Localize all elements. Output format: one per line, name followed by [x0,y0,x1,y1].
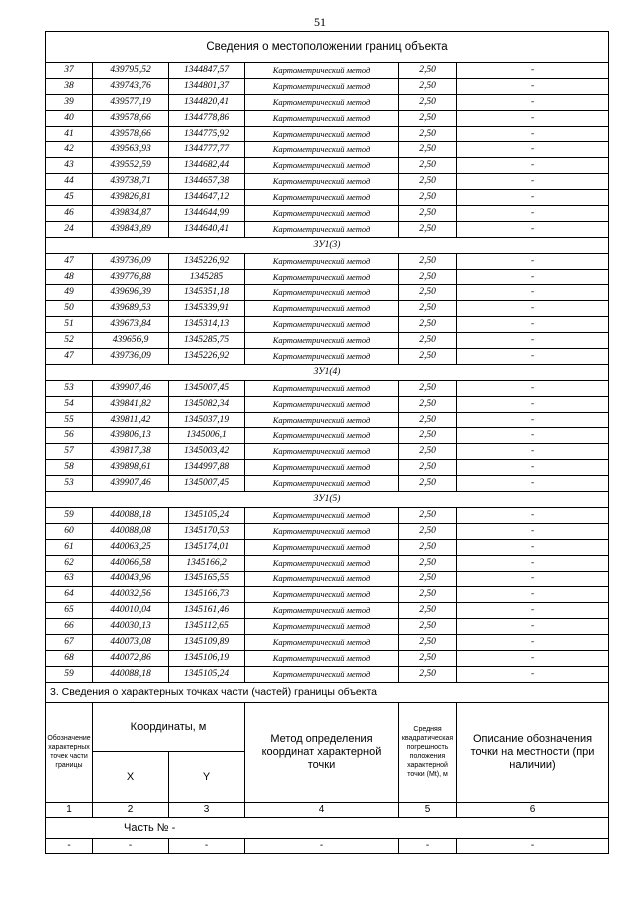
coord-y: 1344777,77 [169,142,245,158]
precision-cell: 2,50 [399,349,457,365]
coord-y: 1344801,37 [169,78,245,94]
description-cell: - [457,666,609,682]
point-number: 48 [46,269,93,285]
point-number: 24 [46,221,93,237]
table-row [46,349,609,365]
col-num: 6 [457,802,609,817]
precision-cell: 2,50 [399,380,457,396]
coord-x: 440032,56 [93,587,169,603]
coord-x: 439898,61 [93,460,169,476]
method-cell: Картометрический метод [245,110,399,126]
description-cell: - [457,555,609,571]
precision-cell: 2,50 [399,269,457,285]
coord-y: 1345166,2 [169,555,245,571]
method-cell: Картометрический метод [245,603,399,619]
coord-x: 439817,38 [93,444,169,460]
table-row [46,78,609,94]
description-cell: - [457,571,609,587]
coord-y: 1345106,19 [169,650,245,666]
point-number: 64 [46,587,93,603]
precision-cell: 2,50 [399,666,457,682]
coord-y: 1345314,13 [169,317,245,333]
coord-x: 439577,19 [93,94,169,110]
description-cell: - [457,587,609,603]
coord-y: 1344997,88 [169,460,245,476]
method-cell: Картометрический метод [245,174,399,190]
coord-x: 439806,13 [93,428,169,444]
coord-y: 1345226,92 [169,349,245,365]
coord-y: 1345105,24 [169,507,245,523]
coord-y: 1345170,53 [169,523,245,539]
description-cell: - [457,507,609,523]
coord-x: 439552,59 [93,158,169,174]
empty-cell: - [245,838,399,853]
coord-x: 440072,86 [93,650,169,666]
coord-x: 440043,96 [93,571,169,587]
description-cell: - [457,142,609,158]
table-row [46,396,609,412]
description-cell: - [457,78,609,94]
method-cell: Картометрический метод [245,460,399,476]
point-number: 52 [46,333,93,349]
description-cell: - [457,523,609,539]
point-number: 46 [46,206,93,222]
empty-cell: - [46,838,93,853]
description-cell: - [457,301,609,317]
description-cell: - [457,158,609,174]
description-cell: - [457,174,609,190]
description-cell: - [457,126,609,142]
coord-x: 439834,87 [93,206,169,222]
table-row [46,666,609,682]
precision-cell: 2,50 [399,110,457,126]
method-cell: Картометрический метод [245,666,399,682]
method-cell: Картометрический метод [245,619,399,635]
description-cell: - [457,650,609,666]
boundary-table [45,31,609,683]
table-row [46,190,609,206]
point-number: 67 [46,635,93,651]
subsection-label: ЗУ1(3) [46,237,609,253]
table-row [46,206,609,222]
coord-y: 1344644,99 [169,206,245,222]
method-cell: Картометрический метод [245,444,399,460]
coord-x: 439689,53 [93,301,169,317]
col-num: 3 [169,802,245,817]
coord-x: 439907,46 [93,380,169,396]
coord-x: 439841,82 [93,396,169,412]
coord-y: 1345166,73 [169,587,245,603]
precision-cell: 2,50 [399,523,457,539]
coord-y: 1345285,75 [169,333,245,349]
table-row [46,158,609,174]
precision-cell: 2,50 [399,460,457,476]
coord-y: 1345174,01 [169,539,245,555]
method-cell: Картометрический метод [245,412,399,428]
precision-cell: 2,50 [399,126,457,142]
table-row [46,635,609,651]
point-number: 44 [46,174,93,190]
description-cell: - [457,269,609,285]
empty-cell: - [169,838,245,853]
table-row [46,63,609,79]
precision-cell: 2,50 [399,190,457,206]
point-number: 63 [46,571,93,587]
point-number: 49 [46,285,93,301]
method-cell: Картометрический метод [245,333,399,349]
precision-cell: 2,50 [399,221,457,237]
description-cell: - [457,412,609,428]
col-method-header: Метод определения координат характерной точки [245,702,399,802]
coord-x: 439578,66 [93,126,169,142]
precision-cell: 2,50 [399,428,457,444]
coord-x: 439673,84 [93,317,169,333]
table-row [46,507,609,523]
table-row [46,650,609,666]
precision-cell: 2,50 [399,619,457,635]
precision-cell: 2,50 [399,555,457,571]
table-row [46,221,609,237]
table-row [46,539,609,555]
method-cell: Картометрический метод [245,635,399,651]
point-number: 59 [46,666,93,682]
precision-cell: 2,50 [399,78,457,94]
table-row [46,317,609,333]
precision-cell: 2,50 [399,539,457,555]
precision-cell: 2,50 [399,158,457,174]
col-coords-header: Координаты, м [93,702,245,751]
precision-cell: 2,50 [399,63,457,79]
description-cell: - [457,428,609,444]
method-cell: Картометрический метод [245,78,399,94]
point-number: 39 [46,94,93,110]
description-cell: - [457,63,609,79]
point-number: 53 [46,476,93,492]
description-cell: - [457,476,609,492]
coord-y: 1345112,65 [169,619,245,635]
coord-y: 1344640,41 [169,221,245,237]
precision-cell: 2,50 [399,571,457,587]
table-row [46,142,609,158]
description-cell: - [457,603,609,619]
description-cell: - [457,206,609,222]
precision-cell: 2,50 [399,603,457,619]
method-cell: Картометрический метод [245,587,399,603]
point-number: 60 [46,523,93,539]
col-desc-header: Описание обозначения точки на местности (при наличии) [457,702,609,802]
table-row [46,301,609,317]
coord-x: 440088,18 [93,507,169,523]
subsection-label: ЗУ1(5) [46,492,609,508]
part-label: Часть № - [46,817,609,838]
table-row [46,110,609,126]
method-cell: Картометрический метод [245,94,399,110]
point-number: 68 [46,650,93,666]
point-number: 58 [46,460,93,476]
coord-y: 1345226,92 [169,253,245,269]
description-cell: - [457,317,609,333]
method-cell: Картометрический метод [245,476,399,492]
coord-x: 439738,71 [93,174,169,190]
coord-y: 1344778,86 [169,110,245,126]
description-cell: - [457,190,609,206]
coord-y: 1345351,18 [169,285,245,301]
precision-cell: 2,50 [399,507,457,523]
point-number: 56 [46,428,93,444]
method-cell: Картометрический метод [245,190,399,206]
method-cell: Картометрический метод [245,555,399,571]
method-cell: Картометрический метод [245,539,399,555]
precision-cell: 2,50 [399,587,457,603]
method-cell: Картометрический метод [245,523,399,539]
coord-y: 1345037,19 [169,412,245,428]
coord-y: 1345082,34 [169,396,245,412]
table-row [46,412,609,428]
method-cell: Картометрический метод [245,571,399,587]
table-row [46,444,609,460]
method-cell: Картометрический метод [245,253,399,269]
description-cell: - [457,333,609,349]
table-row [46,380,609,396]
table-row [46,619,609,635]
method-cell: Картометрический метод [245,396,399,412]
point-number: 65 [46,603,93,619]
col-point-header: Обозначение характерных точек части границы [46,702,93,802]
coord-y: 1345006,1 [169,428,245,444]
precision-cell: 2,50 [399,285,457,301]
method-cell: Картометрический метод [245,650,399,666]
coord-y: 1345003,42 [169,444,245,460]
col-x-header: X [93,751,169,802]
point-number: 62 [46,555,93,571]
precision-cell: 2,50 [399,206,457,222]
description-cell: - [457,539,609,555]
col-precision-header: Средняя квадратическая погрешность положения характерной точки (Mt), м [399,702,457,802]
coord-x: 439563,93 [93,142,169,158]
table-row [46,174,609,190]
coord-y: 1345109,89 [169,635,245,651]
point-number: 40 [46,110,93,126]
coord-x: 440063,25 [93,539,169,555]
precision-cell: 2,50 [399,142,457,158]
point-number: 51 [46,317,93,333]
coord-y: 1345007,45 [169,476,245,492]
coord-x: 440088,18 [93,666,169,682]
point-number: 59 [46,507,93,523]
precision-cell: 2,50 [399,650,457,666]
description-cell: - [457,94,609,110]
precision-cell: 2,50 [399,174,457,190]
coord-y: 1344847,57 [169,63,245,79]
description-cell: - [457,110,609,126]
coord-x: 440030,13 [93,619,169,635]
table-row [46,269,609,285]
point-number: 38 [46,78,93,94]
coord-y: 1345339,91 [169,301,245,317]
coord-y: 1344820,41 [169,94,245,110]
precision-cell: 2,50 [399,253,457,269]
coord-x: 439696,39 [93,285,169,301]
coord-x: 440010,04 [93,603,169,619]
description-cell: - [457,253,609,269]
description-cell: - [457,349,609,365]
coord-x: 440073,08 [93,635,169,651]
description-cell: - [457,619,609,635]
description-cell: - [457,444,609,460]
table-row [46,571,609,587]
method-cell: Картометрический метод [245,126,399,142]
section3-table [45,682,609,854]
table-row [46,603,609,619]
coord-y: 1344647,12 [169,190,245,206]
precision-cell: 2,50 [399,412,457,428]
header-title: Сведения о местоположении границ объекта [46,32,609,63]
method-cell: Картометрический метод [245,380,399,396]
precision-cell: 2,50 [399,94,457,110]
precision-cell: 2,50 [399,333,457,349]
method-cell: Картометрический метод [245,142,399,158]
point-number: 66 [46,619,93,635]
table-row [46,555,609,571]
coord-y: 1345285 [169,269,245,285]
point-number: 57 [46,444,93,460]
coord-x: 439656,9 [93,333,169,349]
method-cell: Картометрический метод [245,349,399,365]
coord-x: 439743,76 [93,78,169,94]
table-row [46,587,609,603]
table-row [46,428,609,444]
precision-cell: 2,50 [399,301,457,317]
table-row [46,523,609,539]
coord-x: 439826,81 [93,190,169,206]
precision-cell: 2,50 [399,444,457,460]
table-row [46,94,609,110]
col-num: 5 [399,802,457,817]
method-cell: Картометрический метод [245,158,399,174]
method-cell: Картометрический метод [245,317,399,333]
subsection-label: ЗУ1(4) [46,364,609,380]
precision-cell: 2,50 [399,635,457,651]
table-row [46,253,609,269]
coord-y: 1345161,46 [169,603,245,619]
method-cell: Картометрический метод [245,507,399,523]
point-number: 61 [46,539,93,555]
table-row [46,476,609,492]
col-num: 1 [46,802,93,817]
method-cell: Картометрический метод [245,221,399,237]
coord-x: 439578,66 [93,110,169,126]
coord-x: 440066,58 [93,555,169,571]
coord-x: 439795,52 [93,63,169,79]
method-cell: Картометрический метод [245,301,399,317]
description-cell: - [457,285,609,301]
point-number: 47 [46,349,93,365]
coord-x: 440088,08 [93,523,169,539]
empty-cell: - [93,838,169,853]
col-num: 4 [245,802,399,817]
method-cell: Картометрический метод [245,269,399,285]
coord-y: 1345105,24 [169,666,245,682]
page-number: 51 [314,15,326,29]
point-number: 50 [46,301,93,317]
precision-cell: 2,50 [399,396,457,412]
empty-cell: - [399,838,457,853]
point-number: 55 [46,412,93,428]
coord-y: 1345007,45 [169,380,245,396]
col-num: 2 [93,802,169,817]
point-number: 42 [46,142,93,158]
coord-y: 1344775,92 [169,126,245,142]
col-y-header: Y [169,751,245,802]
coord-x: 439736,09 [93,349,169,365]
description-cell: - [457,396,609,412]
method-cell: Картометрический метод [245,63,399,79]
precision-cell: 2,50 [399,476,457,492]
description-cell: - [457,460,609,476]
section3-title: 3. Сведения о характерных точках части (частей) границы объекта [46,682,609,702]
table-row [46,285,609,301]
method-cell: Картометрический метод [245,428,399,444]
coord-x: 439843,89 [93,221,169,237]
empty-cell: - [457,838,609,853]
method-cell: Картометрический метод [245,206,399,222]
coord-x: 439776,88 [93,269,169,285]
coord-x: 439811,42 [93,412,169,428]
boundary-table-wrap [45,31,608,854]
precision-cell: 2,50 [399,317,457,333]
coord-x: 439907,46 [93,476,169,492]
method-cell: Картометрический метод [245,285,399,301]
point-number: 37 [46,63,93,79]
point-number: 53 [46,380,93,396]
point-number: 43 [46,158,93,174]
description-cell: - [457,635,609,651]
table-row [46,460,609,476]
coord-x: 439736,09 [93,253,169,269]
point-number: 45 [46,190,93,206]
description-cell: - [457,221,609,237]
point-number: 54 [46,396,93,412]
description-cell: - [457,380,609,396]
coord-y: 1344657,38 [169,174,245,190]
table-row [46,126,609,142]
table-row [46,333,609,349]
coord-y: 1344682,44 [169,158,245,174]
point-number: 47 [46,253,93,269]
coord-y: 1345165,55 [169,571,245,587]
point-number: 41 [46,126,93,142]
